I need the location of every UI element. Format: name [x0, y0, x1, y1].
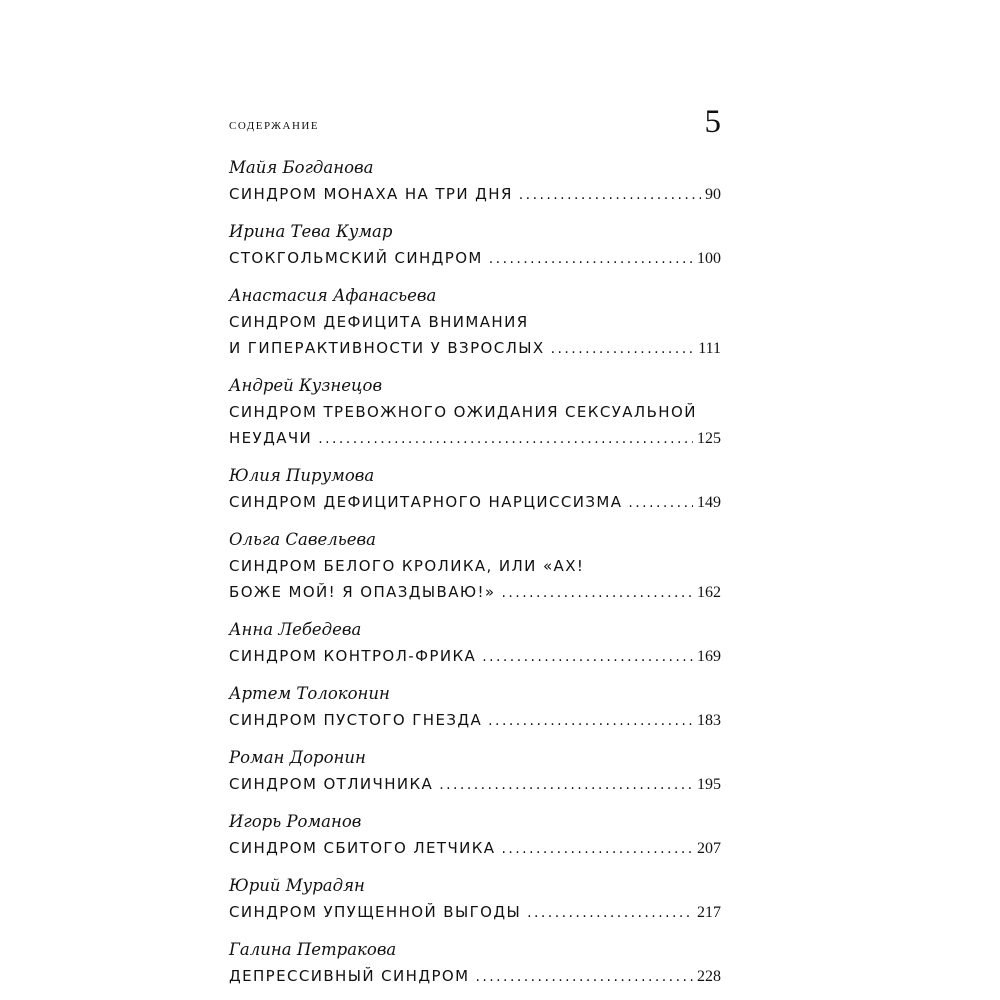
toc-author: Игорь Романов: [229, 812, 362, 831]
toc-title-text: СИНДРОМ ДЕФИЦИТАРНОГО НАРЦИССИЗМА: [229, 493, 623, 511]
toc-title-line: [229, 181, 721, 207]
book-page: [229, 0, 721, 1000]
toc-title-line: [229, 899, 721, 925]
toc-leader-dots: [318, 426, 693, 452]
toc-title-text: ДЕПРЕССИВНЫЙ СИНДРОМ: [229, 967, 470, 985]
toc-title-line: [229, 489, 721, 515]
toc-title-text: СИНДРОМ КОНТРОЛ-ФРИКА: [229, 647, 477, 665]
toc-leader-dots: [502, 580, 694, 606]
toc-page-number: 217: [697, 904, 721, 921]
toc-title-line: СИНДРОМ ДЕФИЦИТА ВНИМАНИЯ: [229, 313, 529, 331]
toc-entry: [229, 154, 721, 207]
toc-page-number: 195: [697, 776, 721, 793]
toc-leader-dots: [527, 900, 693, 926]
toc-entry: [229, 282, 721, 361]
toc-author: Юлия Пирумова: [229, 466, 375, 485]
toc-author: Артем Толоконин: [229, 684, 390, 703]
toc-title-line: [229, 835, 721, 861]
toc-entry: [229, 872, 721, 925]
toc-title-line: [229, 579, 721, 605]
toc-leader-dots: [439, 772, 693, 798]
toc-title-text: СИНДРОМ СБИТОГО ЛЕТЧИКА: [229, 839, 496, 857]
table-of-contents: [229, 154, 721, 1000]
toc-page-number: 111: [698, 340, 721, 357]
toc-title-line: СИНДРОМ БЕЛОГО КРОЛИКА, ИЛИ «АХ!: [229, 557, 585, 575]
toc-title-line: [229, 963, 721, 989]
toc-page-number: 149: [697, 494, 721, 511]
toc-leader-dots: [475, 964, 693, 990]
toc-entry: [229, 462, 721, 515]
toc-title-line: [229, 425, 721, 451]
toc-title-text: СТОКГОЛЬМСКИЙ СИНДРОМ: [229, 249, 483, 267]
toc-leader-dots: [489, 246, 693, 272]
toc-title-line: [229, 771, 721, 797]
toc-title-text: СИНДРОМ ПУСТОГО ГНЕЗДА: [229, 711, 483, 729]
toc-author: Юрий Мурадян: [229, 876, 365, 895]
toc-page-number: 162: [697, 584, 721, 601]
page-number: 5: [704, 104, 721, 140]
toc-title-line: СИНДРОМ ТРЕВОЖНОГО ОЖИДАНИЯ СЕКСУАЛЬНОЙ: [229, 403, 697, 421]
toc-title-text: И ГИПЕРАКТИВНОСТИ У ВЗРОСЛЫХ: [229, 339, 545, 357]
toc-title-text: НЕУДАЧИ: [229, 429, 313, 447]
toc-entry: [229, 808, 721, 861]
toc-author: Андрей Кузнецов: [229, 376, 383, 395]
toc-page-number: 169: [697, 648, 721, 665]
toc-page-number: 100: [697, 250, 721, 267]
running-head: СОДЕРЖАНИЕ: [229, 120, 320, 132]
toc-page-number: 228: [697, 968, 721, 985]
toc-entry: [229, 372, 721, 451]
toc-title-text: СИНДРОМ ОТЛИЧНИКА: [229, 775, 434, 793]
toc-author: Ирина Тева Кумар: [229, 222, 393, 241]
toc-page-number: 183: [697, 712, 721, 729]
toc-title-text: СИНДРОМ МОНАХА НА ТРИ ДНЯ: [229, 185, 513, 203]
toc-title-line: [229, 643, 721, 669]
toc-entry: [229, 218, 721, 271]
toc-title-line: [229, 245, 721, 271]
toc-leader-dots: [501, 836, 693, 862]
toc-entry: [229, 744, 721, 797]
toc-leader-dots: [551, 336, 695, 362]
toc-entry: [229, 936, 721, 989]
toc-author: Анастасия Афанасьева: [229, 286, 437, 305]
toc-entry: [229, 680, 721, 733]
toc-leader-dots: [482, 644, 693, 670]
toc-entry: [229, 526, 721, 605]
toc-leader-dots: [628, 490, 693, 516]
toc-title-text: СИНДРОМ УПУЩЕННОЙ ВЫГОДЫ: [229, 903, 522, 921]
toc-title-line: [229, 335, 721, 361]
toc-page-number: 207: [697, 840, 721, 857]
toc-leader-dots: [519, 182, 701, 208]
toc-author: Галина Петракова: [229, 940, 397, 959]
toc-author: Ольга Савельева: [229, 530, 376, 549]
toc-author: Роман Доронин: [229, 748, 366, 767]
toc-author: Майя Богданова: [229, 158, 374, 177]
toc-entry: [229, 616, 721, 669]
toc-title-text: БОЖЕ МОЙ! Я ОПАЗДЫВАЮ!»: [229, 583, 496, 601]
toc-author: Анна Лебедева: [229, 620, 362, 639]
toc-page-number: 125: [697, 430, 721, 447]
toc-page-number: 90: [705, 186, 721, 203]
toc-title-line: [229, 707, 721, 733]
toc-leader-dots: [488, 708, 693, 734]
